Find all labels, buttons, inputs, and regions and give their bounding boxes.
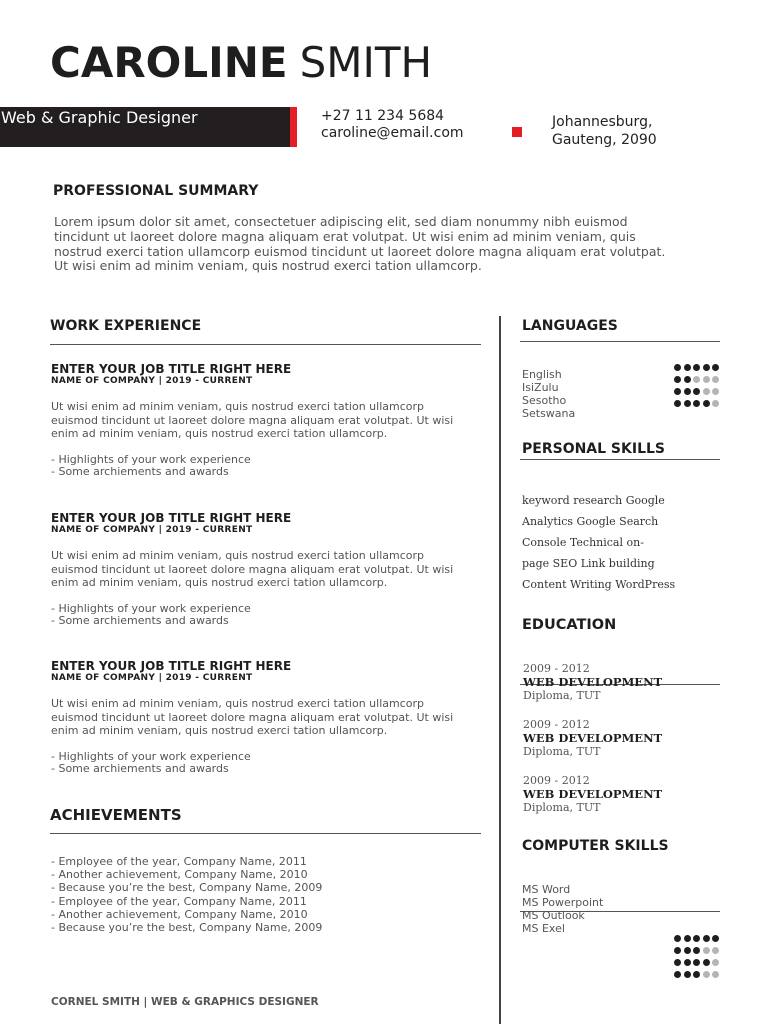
language-name: Setswana: [522, 407, 576, 420]
job-highlights: [51, 603, 461, 628]
rating-dots-row: [674, 376, 719, 383]
location-square-icon: [512, 127, 522, 137]
personal-skills-line: Console Technical on-: [522, 536, 644, 549]
education-date: 2009 - 2012: [523, 662, 590, 675]
rating-dot-empty: [703, 971, 710, 978]
computer-skill-name: MS Exel: [522, 922, 565, 935]
achievement-item: - Because you’re the best, Company Name, 2009: [51, 881, 323, 895]
rating-dot-filled: [684, 400, 691, 407]
rating-dot-filled: [674, 971, 681, 978]
rating-dot-filled: [684, 388, 691, 395]
rating-dot-filled: [693, 959, 700, 966]
education-title: WEB DEVELOPMENT: [523, 731, 663, 745]
rating-dot-filled: [684, 935, 691, 942]
work-experience-rule: [50, 344, 481, 345]
personal-skills-heading: PERSONAL SKILLS: [522, 441, 666, 457]
education-heading: EDUCATION: [522, 617, 617, 633]
education-entry: [523, 662, 662, 702]
candidate-name: [50, 36, 432, 90]
achievements-list: [51, 855, 322, 934]
rating-dot-filled: [674, 400, 681, 407]
education-subtitle: Diploma, TUT: [523, 801, 601, 814]
job-highlights: [51, 751, 461, 776]
footer-text: CORNEL SMITH | WEB & GRAPHICS DESIGNER: [51, 996, 319, 1008]
rating-dot-empty: [712, 388, 719, 395]
rating-dot-empty: [712, 376, 719, 383]
rating-dot-filled: [674, 376, 681, 383]
rating-dots-row: [674, 364, 719, 371]
job-title: ENTER YOUR JOB TITLE RIGHT HERE: [51, 511, 292, 525]
achievement-item: - Another achievement, Company Name, 2010: [51, 868, 308, 882]
phone-number: +27 11 234 5684: [321, 108, 445, 124]
rating-dot-empty: [712, 947, 719, 954]
work-experience-heading: WORK EXPERIENCE: [50, 318, 202, 334]
location-city: Johannesburg,: [552, 114, 653, 130]
rating-dot-filled: [684, 364, 691, 371]
rating-dot-filled: [674, 947, 681, 954]
education-date: 2009 - 2012: [523, 718, 590, 731]
location-block: [552, 113, 657, 149]
rating-dot-filled: [674, 959, 681, 966]
job-company: NAME OF COMPANY | 2019 - CURRENT: [51, 376, 253, 386]
rating-dots-row: [674, 971, 719, 978]
education-subtitle: Diploma, TUT: [523, 745, 601, 758]
rating-dots-row: [674, 400, 719, 407]
languages-list: [522, 368, 575, 420]
email-address: caroline@email.com: [321, 125, 464, 141]
rating-dot-filled: [703, 400, 710, 407]
job-highlight-item: - Highlights of your work experience: [51, 749, 251, 763]
job-description: Ut wisi enim ad minim veniam, quis nostrud exerci tation ullamcorp euismod tincidunt ut laoreet dolore magna aliquam erat volutpat. Ut wisi enim ad minim veniam, quis nostrud exerci tation ullamcorp.: [51, 400, 454, 440]
rating-dot-filled: [693, 388, 700, 395]
job-company: NAME OF COMPANY | 2019 - CURRENT: [51, 525, 253, 535]
computer-skill-name: MS Outlook: [522, 909, 585, 922]
summary-text: Lorem ipsum dolor sit amet, consectetuer adipiscing elit, sed diam nonummy nibh euismod tincidunt ut laoreet dolore magna aliquam erat volutpat. Ut wisi enim ad minim veniam, quis nostrud exerci tation ullamcorp euismod tincidunt ut laoreet dolore magna aliquam erat volutpat. Ut wisi enim ad minim veniam, quis nostrud exerci tation ullamcorp.: [54, 214, 666, 274]
achievement-item: - Another achievement, Company Name, 2010: [51, 907, 308, 921]
rating-dots-row: [674, 947, 719, 954]
job-entry: [51, 511, 461, 628]
summary-heading: PROFESSIONAL SUMMARY: [53, 183, 259, 199]
rating-dot-filled: [684, 959, 691, 966]
personal-skills-text: [522, 490, 722, 595]
rating-dots-row: [674, 935, 719, 942]
achievement-item: - Because you’re the best, Company Name, 2009: [51, 921, 323, 935]
language-name: Sesotho: [522, 394, 567, 407]
computer-skills-heading: COMPUTER SKILLS: [522, 838, 669, 854]
rating-dot-empty: [703, 947, 710, 954]
first-name: CAROLINE: [50, 38, 288, 87]
education-entry: [523, 718, 662, 758]
education-title: WEB DEVELOPMENT: [523, 787, 663, 801]
rating-dots-row: [674, 959, 719, 966]
rating-dot-filled: [703, 959, 710, 966]
rating-dot-filled: [674, 364, 681, 371]
achievement-item: - Employee of the year, Company Name, 2011: [51, 894, 307, 908]
personal-skills-line: Analytics Google Search: [522, 515, 659, 528]
rating-dot-filled: [684, 971, 691, 978]
languages-heading: LANGUAGES: [522, 318, 618, 334]
rating-dot-empty: [703, 376, 710, 383]
rating-dot-filled: [693, 364, 700, 371]
achievement-item: - Employee of the year, Company Name, 2011: [51, 855, 307, 868]
language-name: IsiZulu: [522, 381, 559, 394]
rating-dot-empty: [693, 376, 700, 383]
last-name: SMITH: [299, 38, 433, 87]
rating-dot-filled: [703, 935, 710, 942]
rating-dot-empty: [712, 400, 719, 407]
education-title: WEB DEVELOPMENT: [523, 675, 663, 689]
rating-dot-empty: [712, 959, 719, 966]
rating-dot-filled: [693, 947, 700, 954]
rating-dot-filled: [693, 935, 700, 942]
language-name: English: [522, 368, 562, 381]
computer-skills-list: [522, 883, 603, 935]
languages-rule: [520, 341, 720, 342]
personal-skills-line: Content Writing WordPress: [522, 578, 676, 591]
rating-dot-filled: [712, 364, 719, 371]
rating-dot-empty: [712, 971, 719, 978]
job-highlight-item: - Highlights of your work experience: [51, 452, 251, 466]
education-entry: [523, 774, 662, 814]
job-highlights: [51, 454, 461, 479]
rating-dot-filled: [703, 364, 710, 371]
personal-skills-rule: [520, 459, 720, 460]
job-highlight-item: - Some archiements and awards: [51, 614, 229, 627]
job-title: ENTER YOUR JOB TITLE RIGHT HERE: [51, 659, 292, 673]
achievements-heading: ACHIEVEMENTS: [50, 806, 182, 824]
job-highlight-item: - Highlights of your work experience: [51, 601, 251, 615]
rating-dot-filled: [674, 388, 681, 395]
job-title-banner: [0, 107, 290, 147]
rating-dots-row: [674, 388, 719, 395]
job-title-text: Web & Graphic Designer: [1, 108, 198, 127]
rating-dot-filled: [712, 935, 719, 942]
job-description: Ut wisi enim ad minim veniam, quis nostrud exerci tation ullamcorp euismod tincidunt ut laoreet dolore magna aliquam erat volutpat. Ut wisi enim ad minim veniam, quis nostrud exerci tation ullamcorp.: [51, 549, 454, 589]
language-rating-dots: [674, 364, 719, 407]
rating-dot-filled: [693, 971, 700, 978]
banner-accent-stripe: [290, 107, 297, 147]
education-subtitle: Diploma, TUT: [523, 689, 601, 702]
personal-skills-line: keyword research Google: [522, 494, 665, 507]
rating-dot-empty: [703, 388, 710, 395]
computer-skill-name: MS Word: [522, 883, 571, 896]
rating-dot-filled: [684, 947, 691, 954]
computer-skill-name: MS Powerpoint: [522, 896, 604, 909]
location-region: Gauteng, 2090: [552, 132, 657, 148]
job-highlight-item: - Some archiements and awards: [51, 762, 229, 775]
job-title: ENTER YOUR JOB TITLE RIGHT HERE: [51, 362, 292, 376]
rating-dot-filled: [684, 376, 691, 383]
job-entry: [51, 659, 461, 776]
computer-skill-rating-dots: [674, 935, 719, 978]
job-entry: [51, 362, 461, 479]
rating-dot-filled: [693, 400, 700, 407]
achievements-rule: [50, 833, 481, 834]
contact-block: [321, 108, 464, 142]
personal-skills-line: page SEO Link building: [522, 557, 655, 570]
education-date: 2009 - 2012: [523, 774, 590, 787]
job-highlight-item: - Some archiements and awards: [51, 465, 229, 478]
job-company: NAME OF COMPANY | 2019 - CURRENT: [51, 673, 253, 683]
rating-dot-filled: [674, 935, 681, 942]
job-description: Ut wisi enim ad minim veniam, quis nostrud exerci tation ullamcorp euismod tincidunt ut laoreet dolore magna aliquam erat volutpat. Ut wisi enim ad minim veniam, quis nostrud exerci tation ullamcorp.: [51, 697, 454, 737]
column-divider: [499, 316, 501, 1024]
